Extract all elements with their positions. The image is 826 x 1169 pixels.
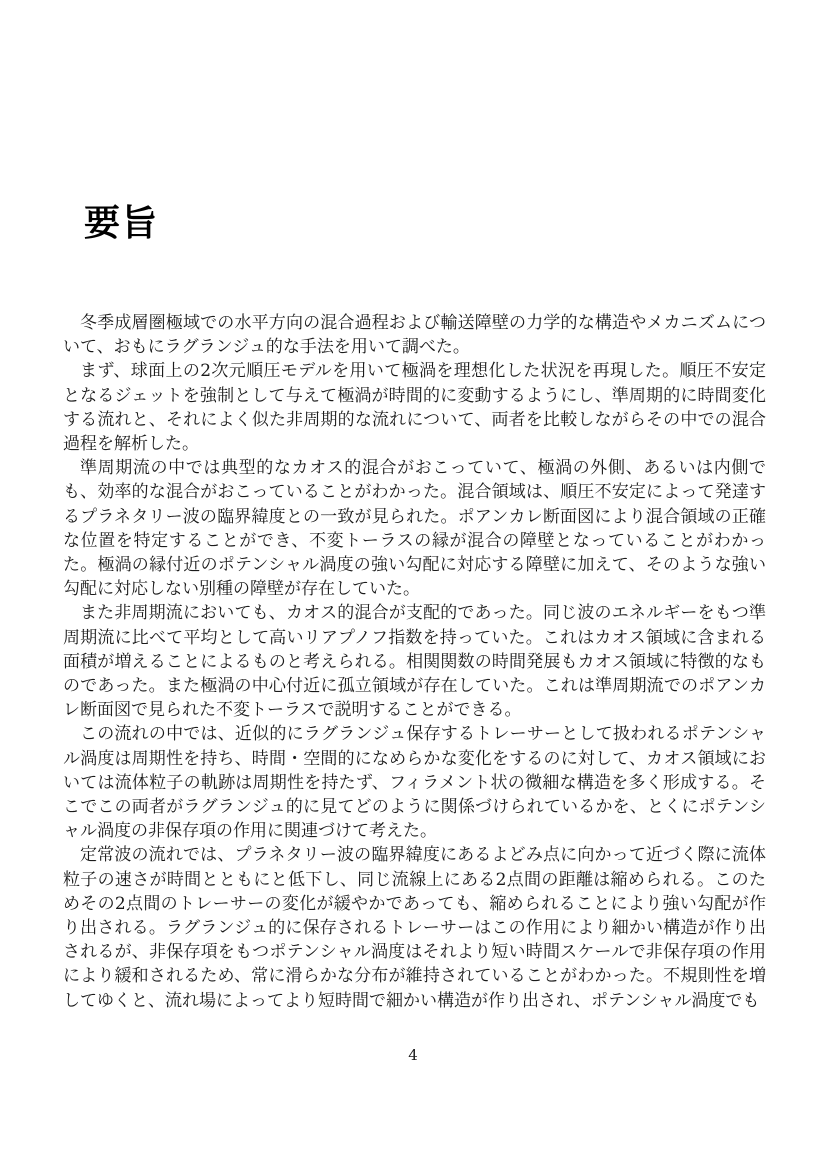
abstract-paragraph: まず、球面上の2次元順圧モデルを用いて極渦を理想化した状況を再現した。順圧不安定となるジェットを強制として与えて極渦が時間的に変動するようにし、準周期的に時間変化する流れと、それによく似た非周期的な流れについて、両者を比較しながらその中での混合過程を解析した。: [63, 361, 766, 455]
abstract-paragraph: 定常波の流れでは、プラネタリー波の臨界緯度にあるよどみ点に向かって近づく際に流体粒子の速さが時間とともにと低下し、同じ流線上にある2点間の距離は縮められる。このためその2点間のトレーサーの変化が緩やかであっても、縮められることにより強い勾配が作り出される。ラグランジュ的に保存されるトレーサーはこの作用により細かい構造が作り出されるが、非保存項をもつポテンシャル渦度はそれより短い時間スケールで非保存項の作用により緩和されるため、常に滑らかな分布が維持されていることがわかった。不規則性を増してゆくと、流れ場によってより短時間で細かい構造が作り出され、ポテンシャル渦度でも: [63, 845, 766, 1011]
page-number: 4: [408, 1046, 418, 1064]
abstract-paragraph: 冬季成層圏極域での水平方向の混合過程および輸送障壁の力学的な構造やメカニズムについて、おもにラグランジュ的な手法を用いて調べた。: [63, 313, 766, 358]
page-title: 要旨: [84, 203, 159, 244]
abstract-paragraph: 準周期流の中では典型的なカオス的混合がおこっていて、極渦の外側、あるいは内側でも、効率的な混合がおこっていることがわかった。混合領域は、順圧不安定によって発達するプラネタリー波の臨界緯度との一致が見られた。ポアンカレ断面図により混合領域の正確な位置を特定することができ、不変トーラスの縁が混合の障壁となっていることがわかった。極渦の縁付近のポテンシャル渦度の強い勾配に対応する障壁に加えて、そのような強い勾配に対応しない別種の障壁が存在していた。: [63, 458, 766, 600]
abstract-paragraph: この流れの中では、近似的にラグランジュ保存するトレーサーとして扱われるポテンシャル渦度は周期性を持ち、時間・空間的になめらかな変化をするのに対して、カオス領域においては流体粒子の軌跡は周期性を持たず、フィラメント状の微細な構造を多く形成する。そこでこの両者がラグランジュ的に見てどのように関係づけられているかを、とくにポテンシャル渦度の非保存項の作用に関連づけて考えた。: [63, 724, 766, 842]
abstract-body: [63, 311, 766, 1013]
abstract-paragraph: また非周期流においても、カオス的混合が支配的であった。同じ波のエネルギーをもつ準周期流に比べて平均として高いリアプノフ指数を持っていた。これはカオス領域に含まれる面積が増えることによるものと考えられる。相関関数の時間発展もカオス領域に特徴的なものであった。また極渦の中心付近に孤立領域が存在していた。これは準周期流でのポアンカレ断面図で見られた不変トーラスで説明することができる。: [63, 603, 766, 721]
